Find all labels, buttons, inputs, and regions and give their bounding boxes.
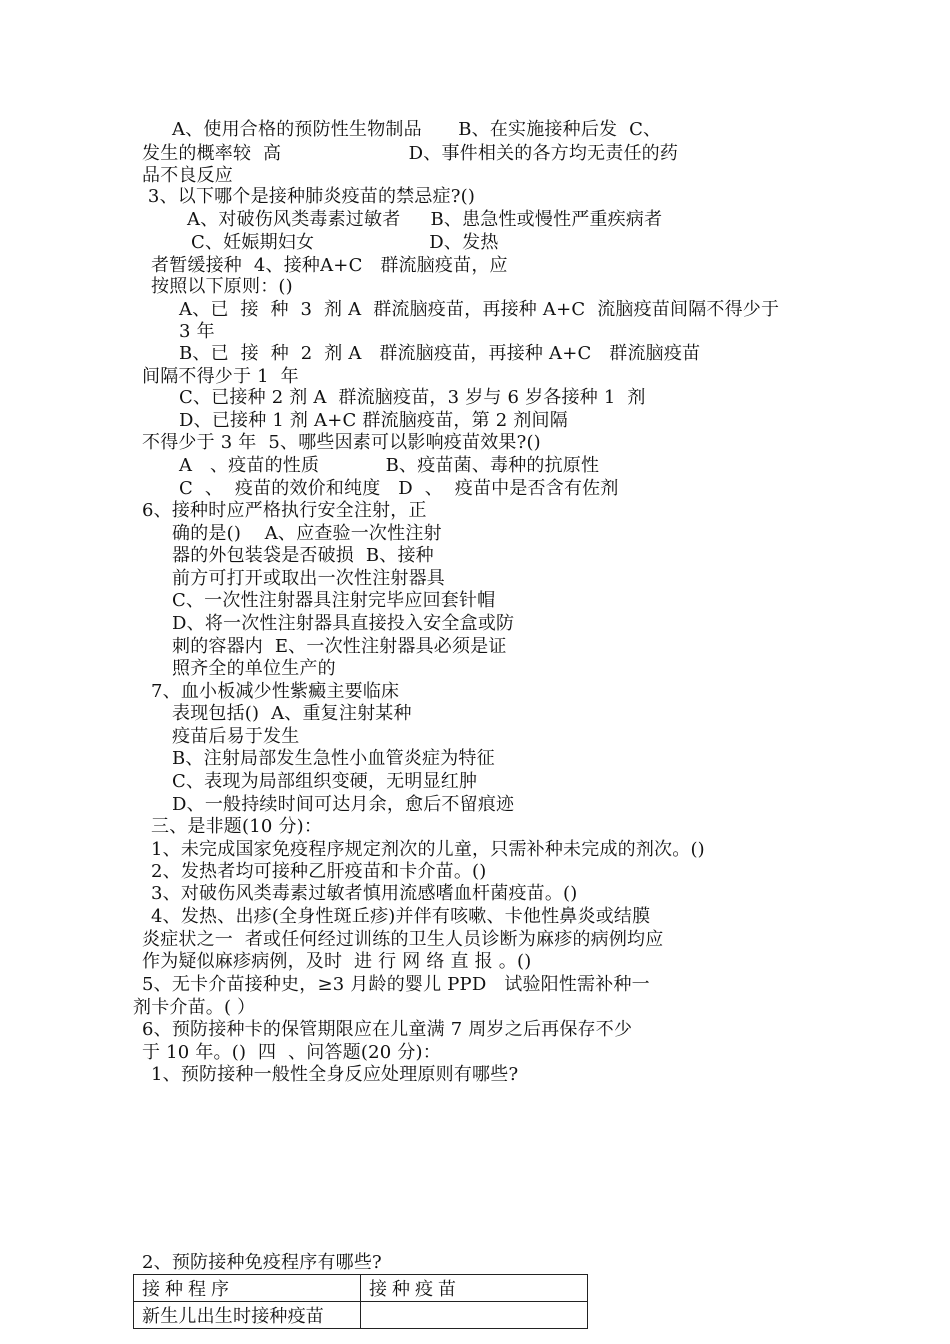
text-line-13: C、已接种 2 剂 A 群流脑疫苗，3 岁与 6 岁各接种 1 剂 [179, 387, 646, 408]
judge-2: 2、发热者均可接种乙肝疫苗和卡介苗。() [151, 861, 487, 882]
text-line-14: D、已接种 1 剂 A+C 群流脑疫苗，第 2 剂间隔 [179, 410, 568, 431]
text-line-10: 3 年 [179, 321, 215, 342]
text-line-5: A、对破伤风类毒素过敏者 B、患急性或慢性严重疾病者 [187, 209, 663, 230]
judge-3: 3、对破伤风类毒素过敏者慎用流感嗜血杆菌疫苗。() [151, 883, 578, 904]
text-line-19: 确的是() A、应查验一次性注射 [172, 523, 442, 544]
text-line-37: 炎症状之一 者或任何经过训练的卫生人员诊断为麻疹的病例均应 [142, 929, 664, 950]
text-line-11: B、已 接 种 2 剂 A 群流脑疫苗，再接种 A+C 群流脑疫苗 [179, 343, 701, 364]
text-line-1: A、使用合格的预防性生物制品 B、在实施接种后发 C、 [172, 119, 662, 140]
judge-5: 5、无卡介苗接种史，≥3 月龄的婴儿 PPD 试验阳性需补种一 [142, 974, 650, 995]
question-4: 者暂缓接种 4、接种A+C 群流脑疫苗，应 [151, 255, 508, 276]
text-line-8: 按照以下原则：() [151, 276, 293, 297]
text-line-23: D、将一次性注射器具直接投入安全盒或防 [172, 613, 515, 634]
text-line-25: 照齐全的单位生产的 [172, 658, 336, 679]
table-header-schedule: 接种程序 [134, 1275, 361, 1302]
table-header-vaccine: 接种疫苗 [361, 1275, 588, 1302]
question-3: 3、以下哪个是接种肺炎疫苗的禁忌症?() [142, 186, 476, 207]
immunization-schedule-table [133, 1274, 588, 1329]
text-line-17: C 、 疫苗的效价和纯度 D 、 疫苗中是否含有佐剂 [179, 478, 619, 499]
question-7: 7、血小板减少性紫癜主要临床 [151, 681, 400, 702]
table-header-row [134, 1275, 588, 1302]
text-line-12: 间隔不得少于 1 年 [142, 366, 299, 387]
text-line-2: 发生的概率较 高 D、事件相关的各方均无责任的药 [142, 143, 679, 164]
text-line-3: 品不良反应 [142, 165, 233, 186]
question-5: 不得少于 3 年 5、哪些因素可以影响疫苗效果?() [142, 432, 541, 453]
essay-question-2: 2、预防接种免疫程序有哪些? [142, 1252, 382, 1273]
text-line-20: 器的外包装袋是否破损 B、接种 [172, 545, 434, 566]
text-line-16: A 、疫苗的性质 B、疫苗菌、毒种的抗原性 [179, 455, 600, 476]
text-line-38: 作为疑似麻疹病例，及时 进 行 网 络 直 报 。() [142, 951, 532, 972]
judge-4: 4、发热、出疹(全身性斑丘疹)并伴有咳嗽、卡他性鼻炎或结膜 [151, 906, 651, 927]
table-cell: 新生儿出生时接种疫苗 [134, 1302, 361, 1329]
text-line-22: C、一次性注射器具注射完毕应回套针帽 [172, 590, 496, 611]
table-row [134, 1302, 588, 1329]
judge-1: 1、未完成国家免疫程序规定剂次的儿童，只需补种未完成的剂次。() [151, 839, 705, 860]
text-line-9: A、已 接 种 3 剂 A 群流脑疫苗，再接种 A+C 流脑疫苗间隔不得少于 [179, 299, 780, 320]
table-cell [361, 1302, 588, 1329]
text-line-31: D、一般持续时间可达月余，愈后不留痕迹 [172, 794, 515, 815]
text-line-40: 剂卡介苗。( ） [133, 997, 256, 1018]
section-4-heading: 于 10 年。() 四 、问答题(20 分)： [142, 1042, 441, 1063]
text-line-29: B、注射局部发生急性小血管炎症为特征 [172, 748, 495, 769]
question-6: 6、接种时应严格执行安全注射，正 [142, 500, 427, 521]
text-line-24: 刺的容器内 E、一次性注射器具必须是证 [172, 636, 507, 657]
essay-question-1: 1、预防接种一般性全身反应处理原则有哪些? [151, 1064, 519, 1085]
text-line-30: C、表现为局部组织变硬，无明显红肿 [172, 771, 478, 792]
text-line-28: 疫苗后易于发生 [172, 726, 300, 747]
judge-6: 6、预防接种卡的保管期限应在儿童满 7 周岁之后再保存不少 [142, 1019, 633, 1040]
section-3-heading: 三、是非题(10 分)： [151, 816, 323, 837]
text-line-6: C、妊娠期妇女 D、发热 [191, 232, 499, 253]
text-line-27: 表现包括() A、重复注射某种 [172, 703, 412, 724]
text-line-21: 前方可打开或取出一次性注射器具 [172, 568, 445, 589]
